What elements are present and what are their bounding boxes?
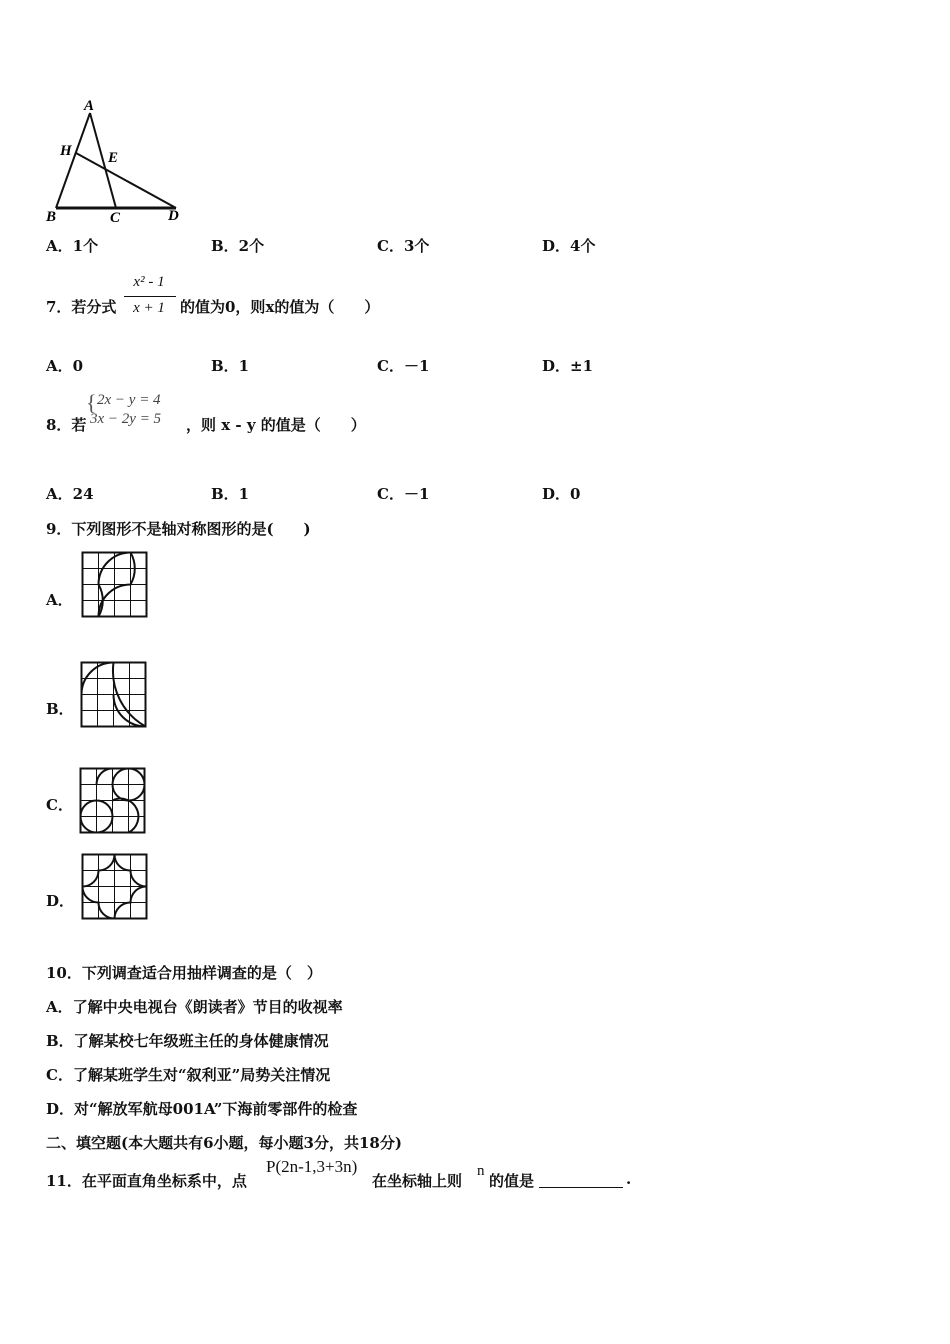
q11-suffix: 的值是 (489, 1172, 535, 1190)
q8-brace: { (86, 390, 97, 415)
q7-option-b: B．1 (211, 357, 250, 375)
q11-end: . (626, 1170, 632, 1188)
q10-option-a: A．了解中央电视台《朗读者》节目的收视率 (46, 998, 343, 1016)
q9-stem: 9．下列图形不是轴对称图形的是( ) (46, 520, 311, 538)
q7-option-c: C．－1 (377, 357, 430, 375)
q11-answer-blank[interactable] (539, 1170, 623, 1188)
q9-figure-d (81, 853, 149, 921)
q8-eq2: 3x − 2y = 5 (90, 411, 162, 427)
q8-prefix: 8．若 (46, 416, 87, 434)
section-title: 二、填空题(本大题共有6小题，每小题3分，共18分) (46, 1134, 402, 1152)
q9-figure-a (81, 551, 149, 619)
q9-option-b-label: B． (46, 700, 74, 718)
q9-figure-b (80, 661, 148, 729)
q10-option-d: D．对“解放军航母001A”下海前零部件的检查 (46, 1100, 358, 1118)
q7-option-a: A．0 (46, 357, 84, 375)
q9-option-d-label: D． (46, 892, 75, 910)
q7-numerator: x² - 1 (133, 274, 165, 290)
q11-middle: 在坐标轴上则 (372, 1172, 463, 1190)
q6-option-a: A．1个 (46, 237, 99, 255)
q6-option-b: B．2个 (211, 237, 265, 255)
q9-figure-c (79, 767, 147, 835)
q7-denominator: x + 1 (133, 300, 165, 316)
label-d: D (168, 208, 179, 224)
label-e: E (108, 150, 119, 166)
q8-suffix: ，则 x - y 的值是（ ） (186, 416, 366, 434)
label-b: B (46, 209, 57, 225)
triangle-figure (40, 95, 190, 227)
q11-var: n (477, 1163, 485, 1179)
label-c: C (110, 210, 121, 226)
q8-option-c: C．－1 (377, 485, 430, 503)
q8-eq1: 2x − y = 4 (97, 392, 161, 408)
q10-option-b: B．了解某校七年级班主任的身体健康情况 (46, 1032, 329, 1050)
q9-option-a-label: A． (46, 591, 73, 609)
q9-option-c-label: C． (46, 796, 73, 814)
q11-point: P(2n-1,3+3n) (266, 1157, 358, 1176)
q6-option-c: C．3个 (377, 237, 430, 255)
label-a: A (84, 98, 95, 114)
q7-option-d: D．±1 (542, 357, 594, 375)
q8-option-b: B．1 (211, 485, 250, 503)
q8-option-a: A．24 (46, 485, 94, 503)
q7-prefix: 7．若分式 (46, 298, 117, 316)
q6-option-d: D．4个 (542, 237, 596, 255)
q10-stem: 10．下列调查适合用抽样调查的是（ ） (46, 964, 322, 982)
q11-prefix: 11．在平面直角坐标系中，点 (46, 1172, 247, 1190)
q8-option-d: D．0 (542, 485, 581, 503)
q7-fraction-bar (124, 296, 176, 297)
label-h: H (60, 143, 72, 159)
q10-option-c: C．了解某班学生对“叙利亚”局势关注情况 (46, 1066, 331, 1084)
q7-suffix: 的值为0，则x的值为（ ） (180, 298, 380, 316)
